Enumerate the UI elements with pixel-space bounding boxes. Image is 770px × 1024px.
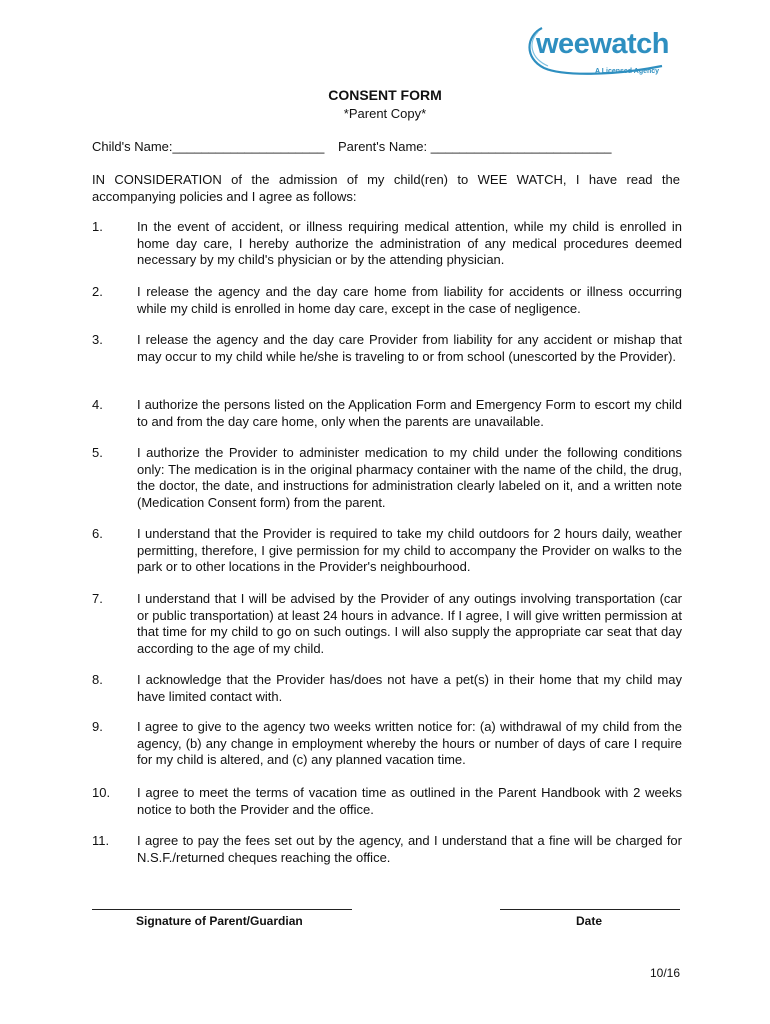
item-number: 6. [92,526,103,541]
item-number: 10. [92,785,111,800]
item-text: I acknowledge that the Provider has/does not have a pet(s) in their home that my child may have limited contact with. [137,672,682,704]
item-text: I authorize the Provider to administer medication to my child under the following conditions only: The medication is in the original pharmacy container with the name of the child, the drug, the doctor, the date, and instructions for administration clearly labeled on it, and a written note (Medication Consent form) from the parent. [137,445,682,510]
item-number: 11. [92,833,110,848]
item-number: 7. [92,591,103,606]
item-text: I release the agency and the day care home from liability for accidents or illness occurring while my child is enrolled in home day care, except in the case of negligence. [137,284,682,316]
item-number: 1. [92,219,103,234]
item-text: I agree to meet the terms of vacation time as outlined in the Parent Handbook with 2 weeks notice to both the Provider and the office. [137,785,682,817]
weewatch-logo [522,22,667,80]
child-name-field[interactable]: Child's Name:_____________________ [92,139,325,154]
intro-paragraph: IN CONSIDERATION of the admission of my child(ren) to WEE WATCH, I have read the accompanying policies and I agree as follows: [92,172,680,204]
page-subtitle: *Parent Copy* [343,106,427,121]
item-number: 3. [92,332,103,347]
parent-signature-line[interactable] [92,909,352,910]
item-text: I understand that the Provider is required to take my child outdoors for 2 hours daily, weather permitting, therefore, I give permission for my child to accompany the Provider on walks to the park or to other locations in the Provider's neighbourhood. [137,526,682,574]
date-line[interactable] [500,909,680,910]
logo-wordmark: weewatch [536,28,669,60]
item-number: 9. [92,719,103,734]
logo-tagline: A Licensed Agency [595,68,660,75]
item-number: 2. [92,284,103,299]
name-fields [92,139,622,154]
item-number: 5. [92,445,103,460]
item-text: I authorize the persons listed on the Application Form and Emergency Form to escort my child to and from the day care home, only when the parents are unavailable. [137,397,682,429]
item-number: 8. [92,672,103,687]
form-version: 10/16 [649,966,680,980]
item-text: I release the agency and the day care Provider from liability for any accident or mishap that may occur to my child while he/she is traveling to or from school (unescorted by the Provider). [137,332,682,364]
page-title: CONSENT FORM [328,87,442,103]
parent-signature-label: Signature of Parent/Guardian [136,914,303,928]
item-text: I agree to pay the fees set out by the agency, and I understand that a fine will be charged for N.S.F./returned cheques reaching the office. [137,833,682,865]
item-text: I understand that I will be advised by the Provider of any outings involving transportation (car or public transportation) at least 24 hours in advance. If I agree, I will give written permission at that time for my child to go on such outings. I will also supply the appropriate car seat that day according to the age of my child. [137,591,682,656]
date-label: Date [576,914,603,928]
item-text: I agree to give to the agency two weeks written notice for: (a) withdrawal of my child from the agency, (b) any change in employment whereby the hours or number of days of care I require for my child is altered, and (c) any planned vacation time. [137,719,682,767]
item-number: 4. [92,397,103,412]
parent-name-field[interactable]: Parent's Name: _________________________ [337,139,612,154]
item-text: In the event of accident, or illness requiring medical attention, while my child is enrolled in home day care, I hereby authorize the administration of any medical procedures deemed necessary by my child's physician or by the attending physician. [137,219,682,267]
